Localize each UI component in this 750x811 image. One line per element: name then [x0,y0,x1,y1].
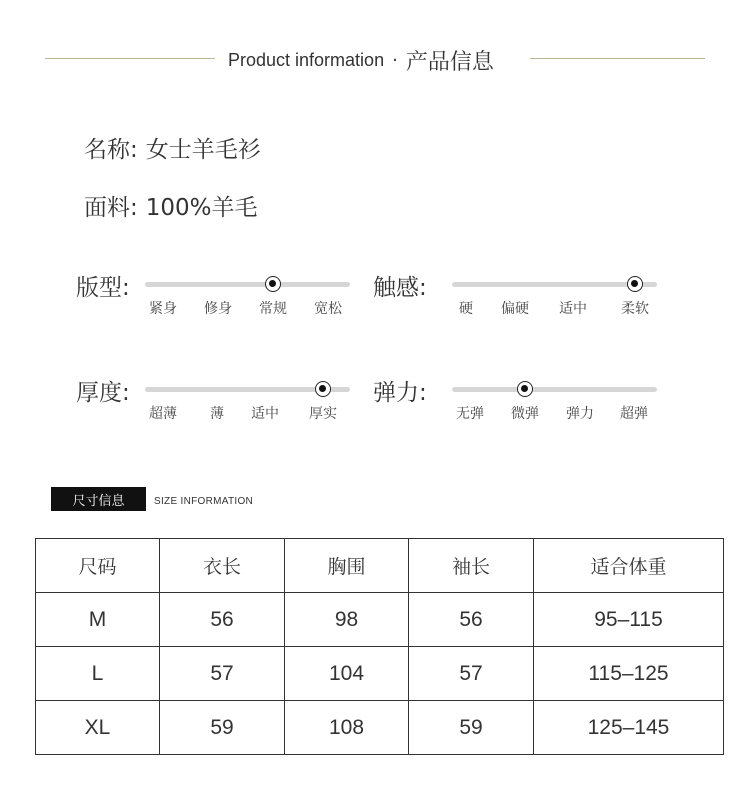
header-cell: 尺码 [36,539,160,593]
attribute-slider [373,269,673,329]
weight-cell: 115–125 [534,647,724,701]
slider-option: 常规 [259,301,287,317]
fabric-row [84,189,258,222]
slider-option: 柔软 [621,301,649,317]
section-title [228,45,528,75]
header-cell: 衣长 [160,539,285,593]
size-table-header-row [36,539,724,593]
slider-label: 版型: [76,275,130,301]
fabric-label: 面料: [84,195,138,221]
length-cell: 59 [160,701,285,755]
slider-option: 适中 [251,406,279,422]
attribute-slider [76,374,376,434]
chest-cell: 98 [285,593,409,647]
slider-option: 超弹 [620,406,648,422]
chest-cell: 104 [285,647,409,701]
header-line-right [530,58,705,59]
product-name-row [84,131,261,164]
slider-option: 厚实 [309,406,337,422]
slider-option: 弹力 [566,406,594,422]
slider-option: 硬 [459,301,473,317]
attribute-slider [373,374,673,434]
slider-knob [627,276,643,292]
slider-knob [315,381,331,397]
header-cell: 袖长 [409,539,534,593]
slider-option: 微弹 [511,406,539,422]
size-info-subtitle: SIZE INFORMATION [154,496,254,507]
sleeve-cell: 57 [409,647,534,701]
title-zh: 产品信息 [405,49,494,75]
slider-track [452,387,657,392]
header-cell: 适合体重 [534,539,724,593]
slider-label: 触感: [373,275,427,301]
product-name-label: 名称: [84,137,138,163]
weight-cell: 95–115 [534,593,724,647]
slider-option: 无弹 [456,406,484,422]
header-cell: 胸围 [285,539,409,593]
title-en: Product information [228,49,385,70]
slider-option: 适中 [559,301,587,317]
size-info-badge: 尺寸信息 [51,487,146,511]
size-cell: L [36,647,160,701]
length-cell: 57 [160,647,285,701]
slider-option: 偏硬 [501,301,529,317]
size-table [35,538,724,755]
slider-option: 宽松 [314,301,342,317]
size-cell: M [36,593,160,647]
slider-option: 超薄 [149,406,177,422]
product-name-value: 女士羊毛衫 [145,137,261,163]
size-cell: XL [36,701,160,755]
table-row [36,701,724,755]
table-row [36,593,724,647]
chest-cell: 108 [285,701,409,755]
attribute-slider [76,269,376,329]
slider-label: 厚度: [76,380,130,406]
slider-option: 薄 [210,406,224,422]
slider-option: 修身 [204,301,232,317]
slider-knob [265,276,281,292]
length-cell: 56 [160,593,285,647]
slider-label: 弹力: [373,380,427,406]
weight-cell: 125–145 [534,701,724,755]
table-row [36,647,724,701]
title-separator: · [392,49,398,71]
sleeve-cell: 56 [409,593,534,647]
slider-option: 紧身 [149,301,177,317]
header-line-left [45,58,215,59]
slider-knob [517,381,533,397]
slider-track [145,282,350,287]
fabric-value: 100%羊毛 [145,195,258,221]
sleeve-cell: 59 [409,701,534,755]
